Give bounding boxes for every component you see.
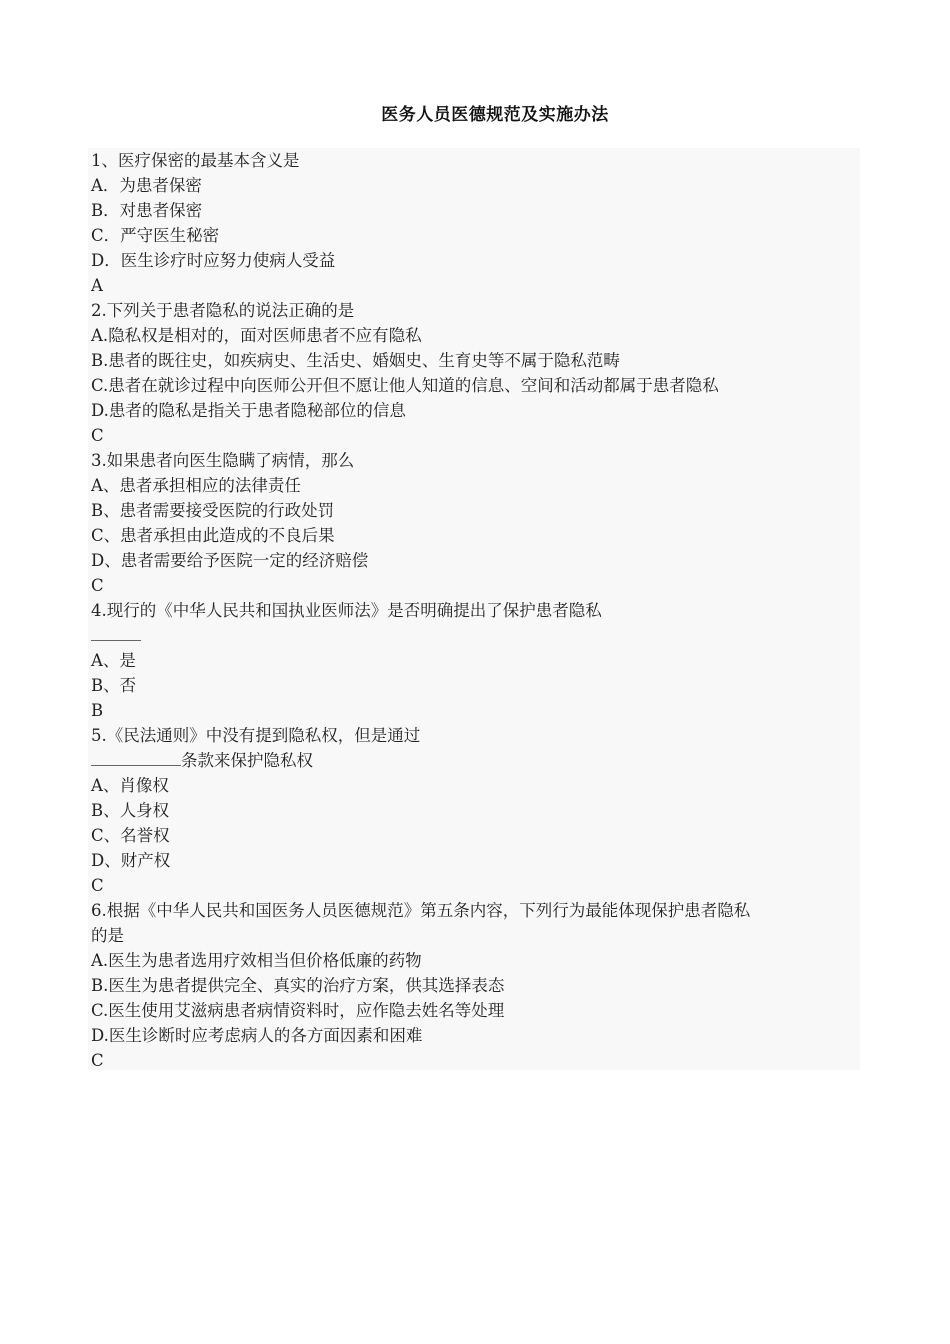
question-4-stem: 4.现行的《中华人民共和国执业医师法》是否明确提出了保护患者隐私 [91, 601, 602, 620]
question-2-option-b: B.患者的既往史，如疾病史、生活史、婚姻史、生育史等不属于隐私范畴 [91, 351, 620, 370]
question-5-option-c: C、名誉权 [91, 826, 170, 845]
question-5-option-a: A、肖像权 [91, 776, 169, 795]
fill-in-blank [91, 751, 181, 766]
fill-in-blank [91, 626, 141, 641]
question-5-option-d: D、财产权 [91, 851, 171, 870]
question-1-option-b: B．对患者保密 [91, 201, 203, 220]
question-2-option-a: A.隐私权是相对的，面对医师患者不应有隐私 [91, 326, 422, 345]
question-1-stem: 1、医疗保密的最基本含义是 [91, 151, 300, 170]
question-6-stem: 6.根据《中华人民共和国医务人员医德规范》第五条内容，下列行为最能体现保护患者隐私 [91, 901, 751, 920]
question-3-option-c: C、患者承担由此造成的不良后果 [91, 526, 335, 545]
question-5-stem: 5.《民法通则》中没有提到隐私权，但是通过 [91, 726, 421, 745]
question-1-option-d: D．医生诊疗时应努力使病人受益 [91, 251, 336, 270]
question-6-option-b: B.医生为患者提供完全、真实的治疗方案，供其选择表态 [91, 976, 505, 995]
question-1-option-a: A．为患者保密 [91, 176, 202, 195]
question-2-answer: C [91, 426, 104, 445]
question-list [88, 148, 860, 1070]
question-4-blank [91, 623, 141, 648]
question-2-option-c: C.患者在就诊过程中向医师公开但不愿让他人知道的信息、空间和活动都属于患者隐私 [91, 376, 719, 395]
question-4-answer: B [91, 701, 104, 720]
question-1-answer: A [91, 276, 103, 295]
question-5-stem-tail: 条款来保护隐私权 [181, 751, 313, 770]
question-3-answer: C [91, 576, 104, 595]
question-4-option-a: A、是 [91, 651, 136, 670]
question-3-option-d: D、患者需要给予医院一定的经济赔偿 [91, 551, 369, 570]
question-6-stem-continued: 的是 [91, 926, 124, 945]
question-2-stem: 2.下列关于患者隐私的说法正确的是 [91, 301, 355, 320]
question-2-option-d: D.患者的隐私是指关于患者隐秘部位的信息 [91, 401, 406, 420]
question-3-stem: 3.如果患者向医生隐瞒了病情，那么 [91, 451, 355, 470]
question-6-option-a: A.医生为患者选用疗效相当但价格低廉的药物 [91, 951, 422, 970]
question-5-stem-continued [91, 748, 313, 773]
question-4-option-b: B、否 [91, 676, 137, 695]
question-3-option-a: A、患者承担相应的法律责任 [91, 476, 301, 495]
question-1-option-c: C．严守医生秘密 [91, 226, 220, 245]
question-6-option-c: C.医生使用艾滋病患者病情资料时，应作隐去姓名等处理 [91, 1001, 505, 1020]
question-3-option-b: B、患者需要接受医院的行政处罚 [91, 501, 335, 520]
question-5-option-b: B、人身权 [91, 801, 170, 820]
question-6-option-d: D.医生诊断时应考虑病人的各方面因素和困难 [91, 1026, 423, 1045]
question-5-answer: C [91, 876, 104, 895]
question-6-answer: C [91, 1051, 104, 1070]
page-title: 医务人员医德规范及实施办法 [381, 105, 609, 125]
